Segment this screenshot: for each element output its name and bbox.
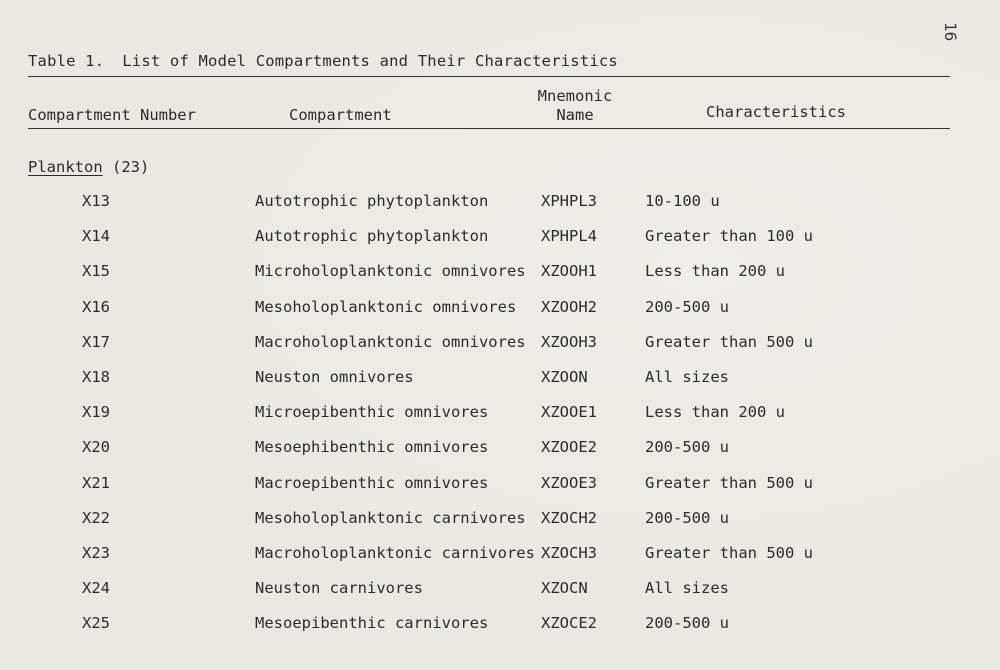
table-caption-title: List of Model Compartments and Their Characteristics <box>122 52 618 70</box>
table-row <box>0 399 1000 434</box>
mnemonic-cell: XZOCN <box>541 579 588 598</box>
mnemonic-cell: XZOCH3 <box>541 543 597 562</box>
table-row <box>0 258 1000 293</box>
characteristics-cell: All sizes <box>645 367 729 386</box>
section-name: Plankton <box>28 158 103 176</box>
compartment-number-cell: X24 <box>82 579 110 598</box>
table-row <box>0 610 1000 645</box>
characteristics-cell: Greater than 100 u <box>645 227 813 246</box>
header-mnemonic-name <box>522 87 628 125</box>
table-row <box>0 294 1000 329</box>
mnemonic-cell: XZOCE2 <box>541 614 597 633</box>
compartment-name-cell: Mesoholoplanktonic omnivores <box>255 297 517 316</box>
characteristics-cell: Greater than 500 u <box>645 332 813 351</box>
mnemonic-cell: XZOOE2 <box>541 438 597 457</box>
compartment-number-cell: X22 <box>82 508 110 527</box>
compartment-number-cell: X16 <box>82 297 110 316</box>
compartment-name-cell: Autotrophic phytoplankton <box>255 192 489 210</box>
mnemonic-cell: XZOON <box>541 367 588 386</box>
compartment-number-cell: X14 <box>82 227 110 246</box>
characteristics-cell: 200-500 u <box>645 297 729 316</box>
compartment-number-cell: X23 <box>82 543 110 562</box>
compartment-number-cell: X25 <box>82 614 110 633</box>
mnemonic-cell: XPHPL4 <box>541 227 597 246</box>
compartment-name-cell: Neuston carnivores <box>255 579 423 598</box>
characteristics-cell: Greater than 500 u <box>645 543 813 562</box>
table-row <box>0 505 1000 540</box>
compartment-name-cell: Mesoholoplanktonic carnivores <box>255 508 526 527</box>
compartment-name-cell: Autotrophic phytoplankton <box>255 227 489 246</box>
table-row <box>0 329 1000 364</box>
compartment-number-cell: X17 <box>82 332 110 351</box>
mnemonic-cell: XZOOH3 <box>541 332 597 351</box>
compartment-number-cell: X21 <box>82 473 110 492</box>
header-compartment: Compartment <box>289 106 392 124</box>
mnemonic-cell: XZOCH2 <box>541 508 597 527</box>
characteristics-cell: 200-500 u <box>645 438 729 457</box>
table-row <box>0 540 1000 575</box>
characteristics-cell: Greater than 500 u <box>645 473 813 492</box>
characteristics-cell: 200-500 u <box>645 614 729 633</box>
compartment-name-cell: Macroholoplanktonic omnivores <box>255 332 526 351</box>
mnemonic-cell: XZOOE1 <box>541 403 597 422</box>
compartment-name-cell: Macroholoplanktonic carnivores <box>255 543 535 562</box>
characteristics-cell: Less than 200 u <box>645 403 785 422</box>
mnemonic-cell: XZOOE3 <box>541 473 597 492</box>
compartment-number-cell: X19 <box>82 403 110 422</box>
characteristics-cell: 10-100 u <box>645 192 720 210</box>
table-row <box>0 470 1000 505</box>
compartment-number-cell: X13 <box>82 192 110 210</box>
table-header-rule <box>28 128 950 129</box>
compartment-name-cell: Neuston omnivores <box>255 367 414 386</box>
table-row <box>0 188 1000 223</box>
compartment-number-cell: X20 <box>82 438 110 457</box>
characteristics-cell: 200-500 u <box>645 508 729 527</box>
mnemonic-cell: XZOOH2 <box>541 297 597 316</box>
compartment-name-cell: Macroepibenthic omnivores <box>255 473 489 492</box>
table-row <box>0 364 1000 399</box>
page-number: 16 <box>941 22 960 42</box>
compartment-number-cell: X15 <box>82 262 110 281</box>
table-row <box>0 575 1000 610</box>
section-heading <box>28 158 149 176</box>
compartment-number-cell: X18 <box>82 367 110 386</box>
table-body <box>0 188 1000 645</box>
header-mnemonic-line1: Mnemonic <box>537 87 613 105</box>
table-top-rule <box>28 76 950 77</box>
header-characteristics: Characteristics <box>706 103 846 121</box>
characteristics-cell: All sizes <box>645 579 729 598</box>
compartment-name-cell: Microholoplanktonic omnivores <box>255 262 526 281</box>
compartment-name-cell: Mesoepibenthic carnivores <box>255 614 489 633</box>
section-count: (23) <box>112 158 150 176</box>
table-row <box>0 223 1000 258</box>
mnemonic-cell: XPHPL3 <box>541 192 597 210</box>
mnemonic-cell: XZOOH1 <box>541 262 597 281</box>
header-mnemonic-line2: Name <box>556 106 594 124</box>
compartment-name-cell: Microepibenthic omnivores <box>255 403 489 422</box>
table-caption-label: Table 1. <box>28 52 105 70</box>
table-row <box>0 434 1000 469</box>
characteristics-cell: Less than 200 u <box>645 262 785 281</box>
header-compartment-number: Compartment Number <box>28 106 196 124</box>
table-caption <box>28 52 618 70</box>
compartment-name-cell: Mesoephibenthic omnivores <box>255 438 489 457</box>
